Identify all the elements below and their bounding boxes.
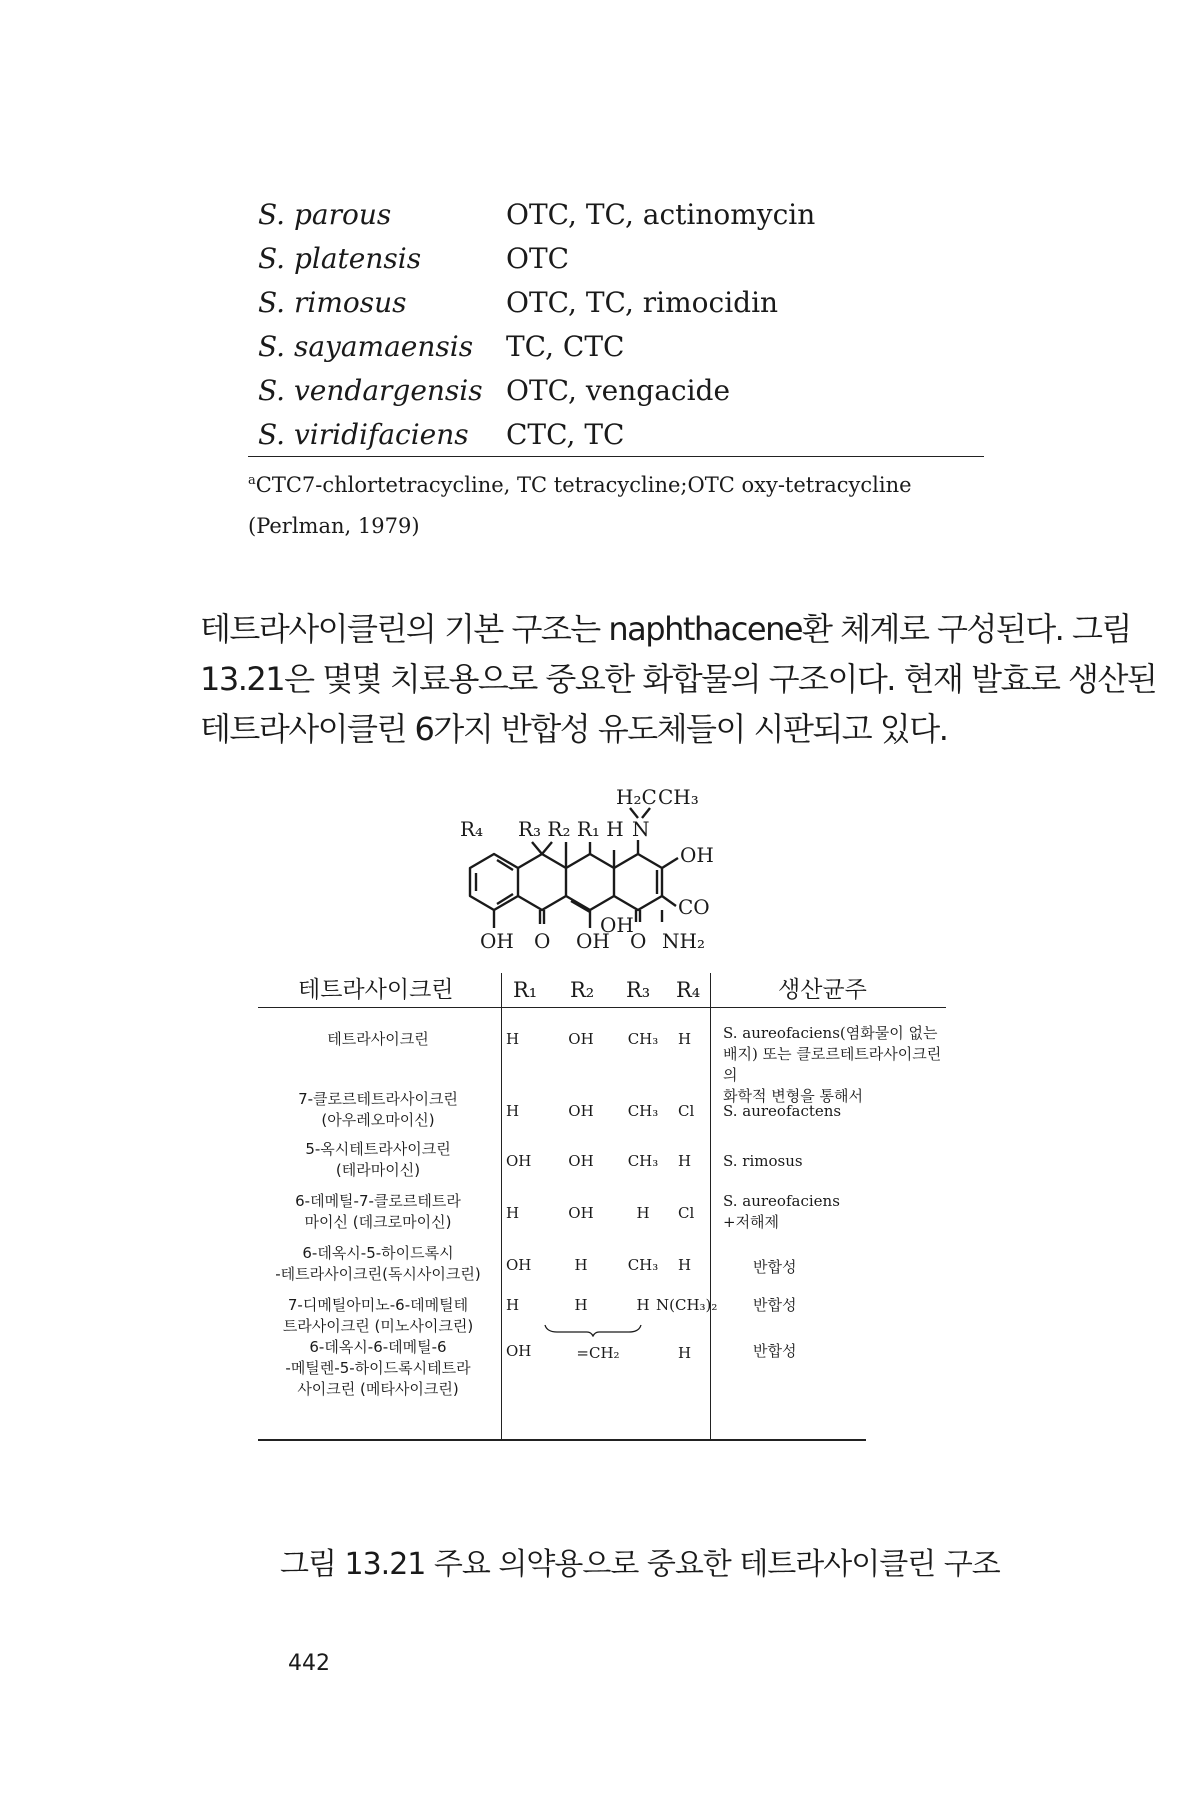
r4-value: H xyxy=(678,1256,692,1274)
r4-value: H xyxy=(678,1344,692,1362)
compound-name: 6-데메틸-7-클로르테트라 마이신 (데크로마이신) xyxy=(295,1192,461,1231)
header-r2: R₂ xyxy=(570,978,595,1002)
producing-organism: 반합성 xyxy=(753,1296,797,1314)
producing-organism: S. rimosus xyxy=(723,1152,803,1170)
organism-row xyxy=(258,413,986,457)
oh-right-label: OH xyxy=(680,843,714,867)
r3-value: H xyxy=(636,1204,650,1222)
compound-name: 테트라사이크린 xyxy=(327,1030,429,1048)
footnote-text: CTC7-chlortetracycline, TC tetracycline;OTC oxy-tetracycline xyxy=(255,473,912,497)
compound-name: 6-데옥시-5-하이드록시 -테트라사이크린(독시사이크린) xyxy=(275,1244,481,1283)
organism-name: S. parous xyxy=(258,198,392,231)
header-rule xyxy=(258,1007,946,1008)
co-label: CO xyxy=(678,895,710,919)
derivatives-table xyxy=(258,973,942,1443)
ring-a xyxy=(470,854,518,910)
table-source: (Perlman, 1979) xyxy=(248,514,420,538)
organism-row xyxy=(258,281,986,325)
h2c-label: H₂C xyxy=(616,785,657,809)
organism-products: OTC, TC, actinomycin xyxy=(506,198,816,231)
r4-value: Cl xyxy=(678,1204,695,1222)
compound-name: 6-데옥시-6-데메틸-6 -메틸렌-5-하이드록시테트라 사이크린 (메타사이크린) xyxy=(285,1338,471,1398)
r4-value: H xyxy=(678,1152,692,1170)
organism-products: CTC, TC xyxy=(506,418,625,451)
compound-name: 7-클로르테트라사이크린 (아우레오마이신) xyxy=(298,1090,458,1129)
ch3-label: CH₃ xyxy=(658,785,699,809)
producing-organism: S. aureofaciens +저해제 xyxy=(723,1192,840,1231)
bracket-brace xyxy=(543,1323,643,1337)
bottom-rule xyxy=(258,1439,866,1441)
r3-value: CH₃ xyxy=(627,1152,659,1170)
producing-organism: 반합성 xyxy=(753,1342,797,1360)
producing-organism: S. aureofactens xyxy=(723,1102,842,1120)
r1-value: OH xyxy=(506,1152,532,1170)
r4-value: Cl xyxy=(678,1102,695,1120)
organism-products: OTC, vengacide xyxy=(506,374,731,407)
header-organism: 생산균주 xyxy=(778,977,867,1003)
r1-value: H xyxy=(506,1296,520,1314)
center-oh-label: OH xyxy=(600,913,634,937)
column-divider xyxy=(710,973,711,1439)
organism-name: S. sayamaensis xyxy=(258,330,474,363)
r3-value: H xyxy=(636,1296,650,1314)
r4-label: R₄ xyxy=(460,817,484,841)
organism-row xyxy=(258,237,986,281)
compound-name: 5-옥시테트라사이크린 (테라마이신) xyxy=(305,1140,451,1179)
r2-value: OH xyxy=(568,1152,594,1170)
header-r3: R₃ xyxy=(626,978,651,1002)
r2-value: OH xyxy=(568,1030,594,1048)
organism-products: OTC, TC, rimocidin xyxy=(506,286,779,319)
r3-value: CH₃ xyxy=(627,1256,659,1274)
organism-name: S. vendargensis xyxy=(258,374,483,407)
organism-products: TC, CTC xyxy=(506,330,625,363)
r-substituent-labels: R₃ R₂ R₁ H xyxy=(518,817,624,841)
compound-name: 7-디메틸아미노-6-데메틸테 트라사이크린 (미노사이크린) xyxy=(282,1296,474,1335)
producing-organism: 반합성 xyxy=(753,1258,797,1276)
r1-value: H xyxy=(506,1030,520,1048)
table-footnote xyxy=(248,466,1008,500)
organism-products: OTC xyxy=(506,242,570,275)
paragraph-line: 테트라사이클린의 기본 구조는 naphthacene환 체계로 구성된다. 그림 xyxy=(200,610,1131,648)
paragraph-line: 테트라사이클린 6가지 반합성 유도체들이 시판되고 있다. xyxy=(200,710,948,748)
r4-value: N(CH₃)₂ xyxy=(656,1296,718,1314)
nh2-label: NH₂ xyxy=(662,929,705,953)
r2-value: OH xyxy=(568,1102,594,1120)
organism-name: S. rimosus xyxy=(258,286,407,319)
bottom-oh-label: OH xyxy=(480,929,514,953)
r2-value: H xyxy=(574,1256,588,1274)
producing-organism: S. aureofaciens(염화물이 없는 배지) 또는 클로르테트라사이크린의 화학적 변형을 통해서 xyxy=(723,1024,942,1105)
ring-d xyxy=(614,854,662,910)
table-divider xyxy=(248,456,984,457)
bottom-o-label: O xyxy=(630,929,647,953)
r1-value: OH xyxy=(506,1256,532,1274)
bottom-oh-label: OH xyxy=(576,929,610,953)
header-r1: R₁ xyxy=(513,978,538,1002)
page-number: 442 xyxy=(288,1651,330,1676)
r2-value: OH xyxy=(568,1204,594,1222)
organism-row xyxy=(258,369,986,413)
figure-caption: 그림 13.21 주요 의약용으로 중요한 테트라사이클린 구조 xyxy=(280,1547,1000,1582)
column-divider xyxy=(501,973,502,1439)
organism-row xyxy=(258,325,986,369)
r3-value: CH₃ xyxy=(627,1102,659,1120)
organism-name: S. platensis xyxy=(258,242,422,275)
paragraph-line: 13.21은 몇몇 치료용으로 중요한 화합물의 구조이다. 현재 발효로 생산된 xyxy=(200,660,1157,698)
organism-table xyxy=(258,193,986,457)
ring-b xyxy=(518,854,566,910)
organism-row xyxy=(258,193,986,237)
header-compound: 테트라사이크린 xyxy=(298,977,454,1003)
header-r4: R₄ xyxy=(676,978,701,1002)
bottom-o-label: O xyxy=(534,929,551,953)
n-label: N xyxy=(632,817,650,841)
r4-value: H xyxy=(678,1030,692,1048)
r1-value: OH xyxy=(506,1342,532,1360)
footnote-marker: a xyxy=(248,473,256,488)
r2-value: H xyxy=(574,1296,588,1314)
r2-r3-value: =CH₂ xyxy=(576,1344,620,1362)
organism-name: S. viridifaciens xyxy=(258,418,469,451)
r3-value: CH₃ xyxy=(627,1030,659,1048)
r1-value: H xyxy=(506,1102,520,1120)
r1-value: H xyxy=(506,1204,520,1222)
tetracycline-structure xyxy=(440,770,760,990)
body-paragraph xyxy=(200,604,1157,754)
